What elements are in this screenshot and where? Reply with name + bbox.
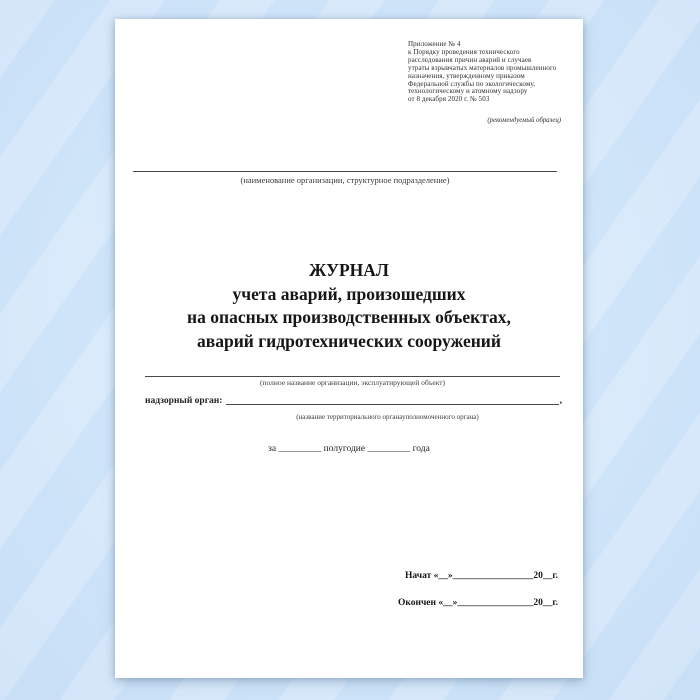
operator-name-field — [145, 369, 560, 387]
blank-line — [145, 369, 560, 377]
appendix-line: назначения, утвержденному приказом — [408, 71, 525, 80]
title-line: на опасных производственных объектах, — [187, 307, 511, 327]
blank-line — [133, 165, 557, 172]
blank-line — [226, 396, 558, 405]
title-line: ЖУРНАЛ — [309, 260, 389, 280]
date-started-field: Начат «__»_________________20__г. — [404, 571, 558, 581]
appendix-line: от 8 декабря 2020 г. № 503 — [408, 95, 490, 104]
title-line: аварий гидротехнических сооружений — [197, 330, 501, 351]
appendix-line: Приложение № 4 — [408, 40, 461, 48]
appendix-line: утраты взрывчатых материалов промышленного — [408, 63, 557, 72]
appendix-line: к Порядку проведения технического — [408, 47, 520, 56]
document-page — [115, 19, 583, 678]
supervisory-caption: (название территориального органауполномоченного органа) — [296, 413, 479, 421]
organization-caption: (наименование организации, структурное подразделение) — [240, 175, 450, 185]
date-finished-field: Окончен «__»________________20__г. — [397, 598, 558, 608]
organization-name-field — [133, 165, 557, 185]
title-line: учета аварий, произошедших — [232, 283, 466, 304]
supervisory-suffix: , — [559, 396, 562, 406]
recommended-sample-note: (рекомендуемый образец) — [487, 117, 561, 124]
appendix-reference-block — [408, 41, 573, 104]
appendix-line: расследования причин аварий и случаев — [408, 55, 532, 64]
operator-caption: (полное название организации, эксплуатирующей объект) — [259, 378, 446, 387]
reporting-period-field: за _________ полугодие _________ года — [268, 444, 430, 454]
document-title — [115, 259, 583, 353]
supervisory-body-field — [145, 396, 562, 406]
appendix-line: технологическому и атомному надзору — [408, 87, 528, 96]
supervisory-label: надзорный орган: — [145, 396, 223, 406]
appendix-line: Федеральной службы по экологическому, — [408, 79, 536, 88]
